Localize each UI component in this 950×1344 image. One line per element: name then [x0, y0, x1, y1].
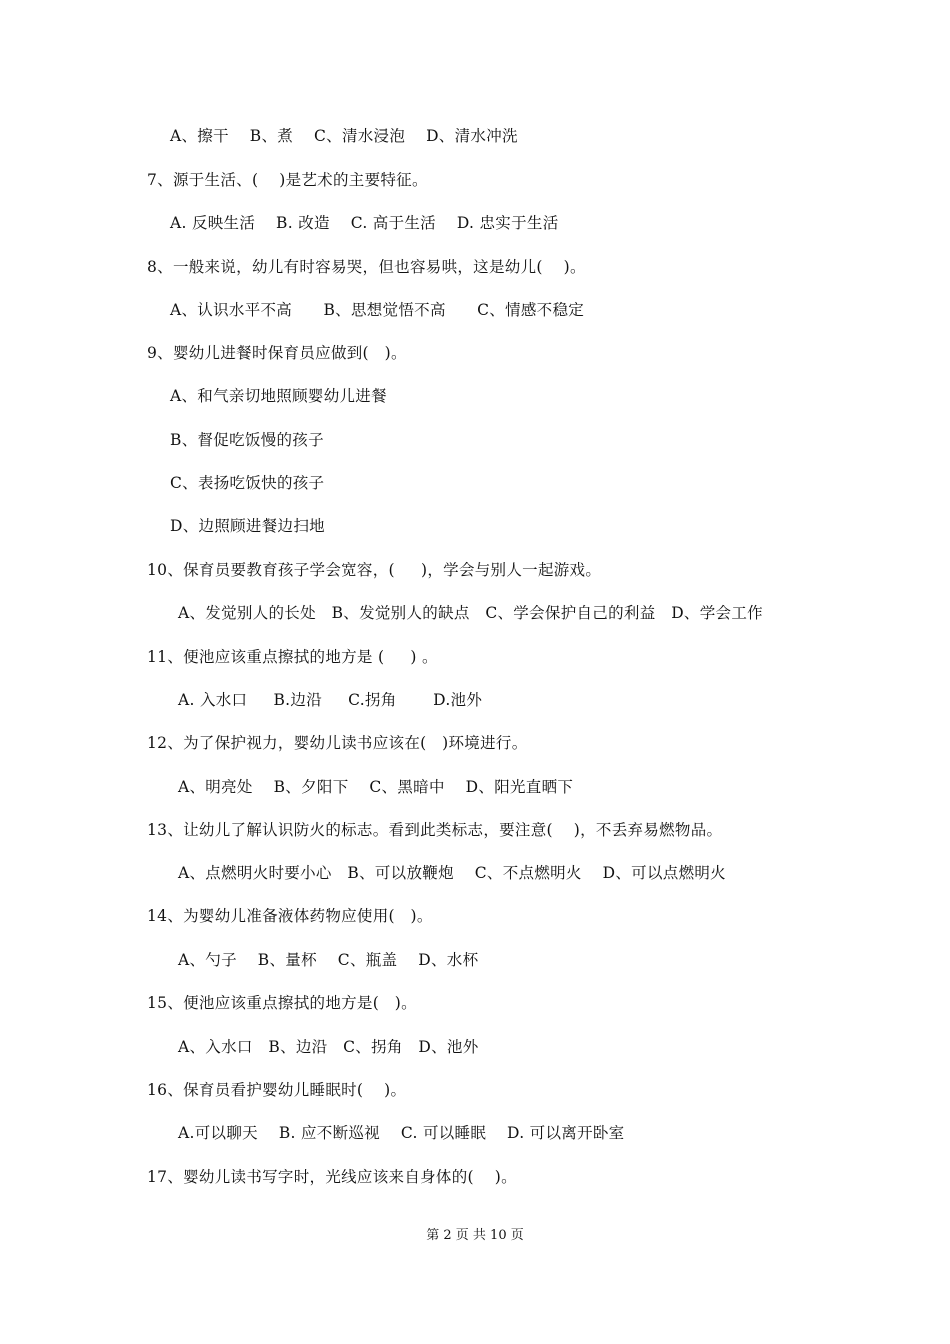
- question-7: 7、源于生活、( )是艺术的主要特征。: [147, 171, 428, 189]
- question-16: 16、保育员看护婴幼儿睡眠时( )。: [147, 1081, 407, 1099]
- question-9: 9、婴幼儿进餐时保育员应做到( )。: [147, 344, 407, 362]
- question-9-option-d: D、边照顾进餐边扫地: [170, 517, 325, 535]
- question-16-options: A.可以聊天 B. 应不断巡视 C. 可以睡眠 D. 可以离开卧室: [178, 1124, 625, 1142]
- question-17: 17、婴幼儿读书写字时，光线应该来自身体的( )。: [147, 1168, 517, 1186]
- question-7-options: A. 反映生活 B. 改造 C. 高于生活 D. 忠实于生活: [170, 214, 559, 232]
- question-14-options: A、勺子 B、量杯 C、瓶盖 D、水杯: [178, 951, 479, 969]
- question-11-options: A. 入水口 B.边沿 C.拐角 D.池外: [178, 691, 483, 709]
- question-9-option-b: B、督促吃饭慢的孩子: [170, 431, 324, 449]
- question-12-options: A、明亮处 B、夕阳下 C、黑暗中 D、阳光直晒下: [178, 778, 574, 796]
- question-10-options: A、发觉别人的长处 B、发觉别人的缺点 C、学会保护自己的利益 D、学会工作: [178, 604, 763, 622]
- question-10: 10、保育员要教育孩子学会宽容，( )，学会与别人一起游戏。: [147, 561, 602, 579]
- page-footer: 第 2 页 共 10 页: [426, 1228, 524, 1243]
- question-15: 15、便池应该重点擦拭的地方是( )。: [147, 994, 417, 1012]
- question-9-option-c: C、表扬吃饭快的孩子: [170, 474, 325, 492]
- question-8-options: A、认识水平不高 B、思想觉悟不高 C、情感不稳定: [170, 301, 585, 319]
- question-8: 8、一般来说，幼儿有时容易哭，但也容易哄，这是幼儿( )。: [147, 258, 586, 276]
- question-15-options: A、入水口 B、边沿 C、拐角 D、池外: [178, 1038, 479, 1056]
- question-11: 11、便池应该重点擦拭的地方是 ( ) 。: [147, 648, 438, 666]
- question-13-options: A、点燃明火时要小心 B、可以放鞭炮 C、不点燃明火 D、可以点燃明火: [178, 864, 726, 882]
- question-9-option-a: A、和气亲切地照顾婴幼儿进餐: [170, 387, 387, 405]
- question-13: 13、让幼儿了解认识防火的标志。看到此类标志，要注意( )，不丢弃易燃物品。: [147, 821, 723, 839]
- question-14: 14、为婴幼儿准备液体药物应使用( )。: [147, 907, 433, 925]
- question-12: 12、为了保护视力，婴幼儿读书应该在( )环境进行。: [147, 734, 528, 752]
- question-6-options: A、擦干 B、煮 C、清水浸泡 D、清水冲洗: [170, 127, 518, 145]
